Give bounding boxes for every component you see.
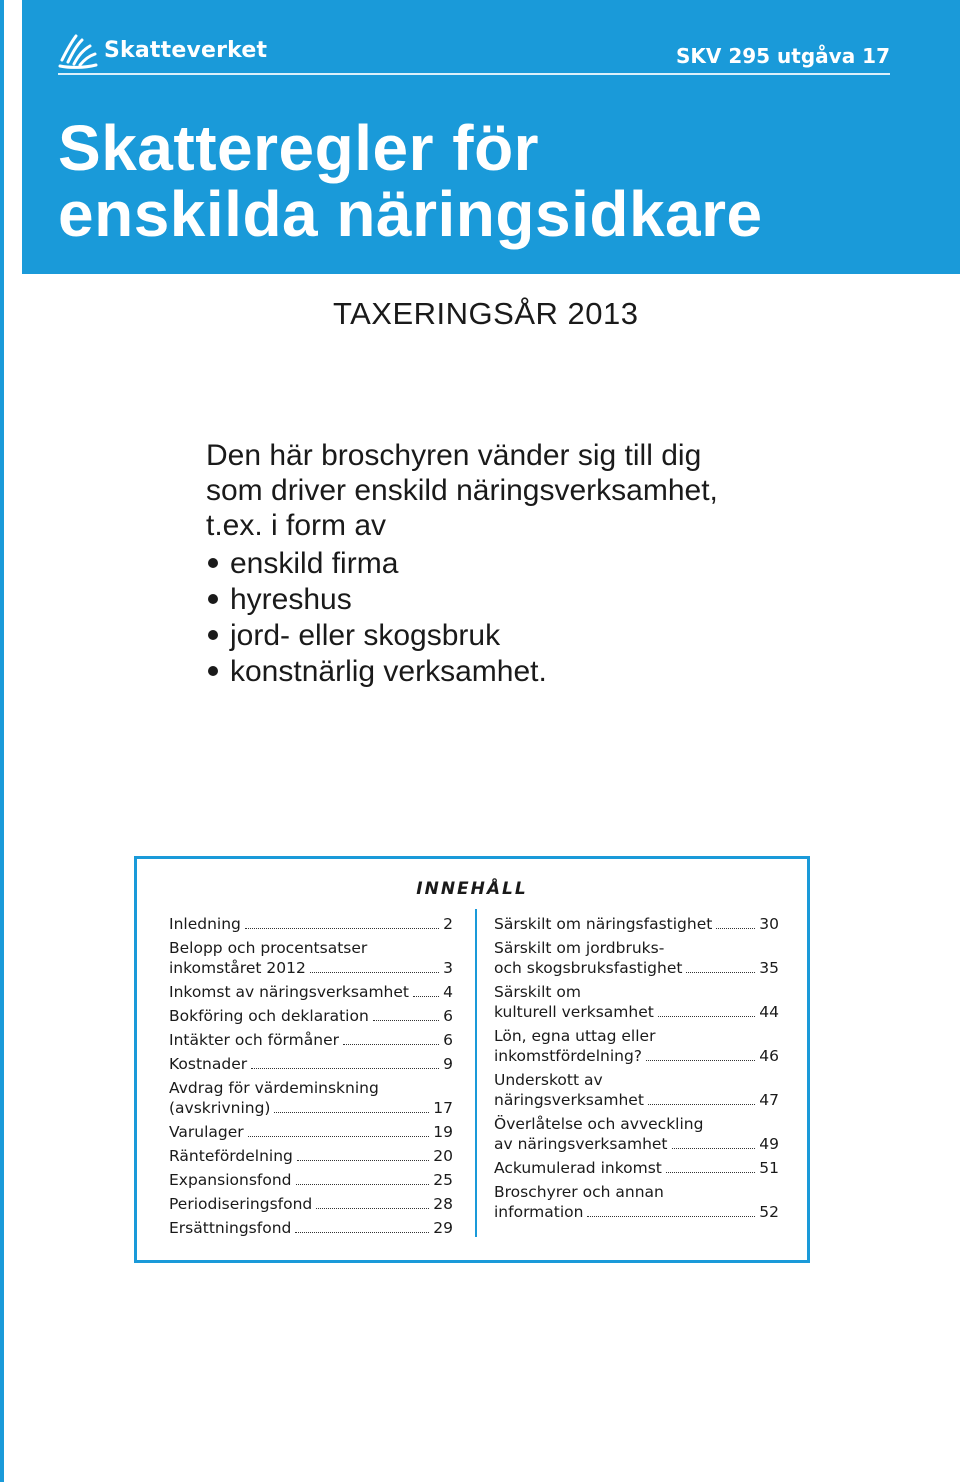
toc-entry-title: Expansionsfond bbox=[169, 1171, 292, 1189]
toc-leader-dots bbox=[716, 928, 755, 929]
toc-entry-line bbox=[494, 982, 779, 1002]
toc-entry-line bbox=[169, 1194, 453, 1214]
toc-entry bbox=[169, 1122, 453, 1142]
title-line-1: Skatteregler för bbox=[58, 112, 540, 184]
toc-entry-line bbox=[169, 1054, 453, 1074]
toc-entry bbox=[169, 938, 453, 978]
toc-entry bbox=[494, 982, 779, 1022]
toc-entry-line bbox=[169, 1146, 453, 1166]
toc-entry-line bbox=[169, 1218, 453, 1238]
toc-entry bbox=[494, 1114, 779, 1154]
toc-right-column bbox=[494, 914, 779, 1226]
toc-entry-title: Särskilt om näringsfastighet bbox=[494, 915, 713, 933]
toc-entry-title: Lön, egna uttag eller bbox=[494, 1027, 656, 1045]
toc-page-number: 44 bbox=[759, 1003, 779, 1021]
toc-entry bbox=[169, 914, 453, 934]
toc-leader-dots bbox=[296, 1184, 430, 1185]
toc-leader-dots bbox=[245, 928, 439, 929]
bullet-icon bbox=[208, 666, 218, 676]
bullet-icon bbox=[208, 630, 218, 640]
toc-entry-title: Inkomst av näringsverksamhet bbox=[169, 983, 409, 1001]
toc-entry-title: Överlåtelse och avveckling bbox=[494, 1115, 704, 1133]
toc-entry-line bbox=[169, 1006, 453, 1026]
toc-entry-title: Inledning bbox=[169, 915, 241, 933]
toc-entry bbox=[494, 1070, 779, 1110]
toc-page-number: 49 bbox=[759, 1135, 779, 1153]
toc-page-number: 6 bbox=[443, 1007, 453, 1025]
toc-entry-title: kulturell verksamhet bbox=[494, 1003, 654, 1021]
toc-entry-line bbox=[169, 1122, 453, 1142]
header-divider bbox=[58, 73, 890, 75]
toc-entry bbox=[169, 1030, 453, 1050]
toc-entry-title: inkomståret 2012 bbox=[169, 959, 306, 977]
toc-entry-line bbox=[494, 938, 779, 958]
list-item bbox=[206, 617, 886, 653]
toc-leader-dots bbox=[316, 1208, 429, 1209]
toc-entry-line bbox=[494, 914, 779, 934]
toc-leader-dots bbox=[251, 1068, 439, 1069]
toc-leader-dots bbox=[310, 972, 439, 973]
publication-number: SKV 295 utgåva 17 bbox=[676, 44, 890, 68]
toc-entry-line bbox=[169, 982, 453, 1002]
toc-entry bbox=[494, 914, 779, 934]
toc-entry-line bbox=[494, 1134, 779, 1154]
toc-leader-dots bbox=[297, 1160, 429, 1161]
crown-logo-icon bbox=[56, 30, 98, 70]
toc-entry bbox=[169, 1054, 453, 1074]
toc-entry-line bbox=[169, 914, 453, 934]
toc-entry bbox=[169, 1170, 453, 1190]
toc-entry-title: Räntefördelning bbox=[169, 1147, 293, 1165]
page-title bbox=[58, 112, 938, 250]
toc-entry-title: (avskrivning) bbox=[169, 1099, 271, 1117]
bullet-icon bbox=[208, 594, 218, 604]
header-banner bbox=[22, 0, 960, 274]
toc-entry-line bbox=[494, 1026, 779, 1046]
bullet-text: konstnärlig verksamhet. bbox=[230, 654, 547, 688]
toc-entry bbox=[494, 1182, 779, 1222]
toc-entry bbox=[169, 1194, 453, 1214]
toc-page-number: 46 bbox=[759, 1047, 779, 1065]
list-item bbox=[206, 581, 886, 617]
toc-entry-title: Kostnader bbox=[169, 1055, 248, 1073]
bullet-text: jord- eller skogsbruk bbox=[230, 618, 501, 652]
toc-entry-line bbox=[494, 1090, 779, 1110]
toc-leader-dots bbox=[666, 1172, 755, 1173]
toc-entry-line bbox=[169, 1078, 453, 1098]
toc-entry-line bbox=[494, 1070, 779, 1090]
toc-entry bbox=[169, 982, 453, 1002]
toc-leader-dots bbox=[295, 1232, 429, 1233]
toc-entry-line bbox=[169, 958, 453, 978]
toc-leader-dots bbox=[646, 1060, 755, 1061]
toc-entry-line bbox=[494, 1182, 779, 1202]
toc-entry-line bbox=[494, 1002, 779, 1022]
toc-page-number: 28 bbox=[433, 1195, 453, 1213]
toc-entry bbox=[494, 938, 779, 978]
toc-page-number: 3 bbox=[443, 959, 453, 977]
toc-leader-dots bbox=[658, 1016, 755, 1017]
toc-entry-line bbox=[494, 1158, 779, 1178]
toc-entry bbox=[494, 1158, 779, 1178]
toc-entry-title: Ersättningsfond bbox=[169, 1219, 292, 1237]
toc-entry-title: Broschyrer och annan bbox=[494, 1183, 664, 1201]
toc-page-number: 9 bbox=[443, 1055, 453, 1073]
toc-entry-title: Intäkter och förmåner bbox=[169, 1031, 339, 1049]
toc-leader-dots bbox=[248, 1136, 430, 1137]
toc-entry bbox=[169, 1078, 453, 1118]
toc-entry-title: Ackumulerad inkomst bbox=[494, 1159, 662, 1177]
toc-entry-title: Underskott av bbox=[494, 1071, 603, 1089]
toc-page-number: 30 bbox=[759, 915, 779, 933]
toc-page-number: 47 bbox=[759, 1091, 779, 1109]
toc-entry-title: inkomstfördelning? bbox=[494, 1047, 643, 1065]
toc-leader-dots bbox=[587, 1216, 755, 1217]
toc-entry-title: Särskilt om jordbruks- bbox=[494, 939, 665, 957]
intro-line: Den här broschyren vänder sig till dig bbox=[206, 439, 702, 472]
toc-page-number: 6 bbox=[443, 1031, 453, 1049]
toc-left-column bbox=[169, 914, 453, 1242]
list-item bbox=[206, 653, 886, 689]
intro-text bbox=[206, 438, 886, 689]
toc-page-number: 20 bbox=[433, 1147, 453, 1165]
toc-page-number: 4 bbox=[443, 983, 453, 1001]
toc-page-number: 19 bbox=[433, 1123, 453, 1141]
title-line-2: enskilda näringsidkare bbox=[58, 178, 763, 250]
logo bbox=[56, 28, 267, 72]
toc-entry-title: Varulager bbox=[169, 1123, 244, 1141]
toc-entry-title: näringsverksamhet bbox=[494, 1091, 644, 1109]
toc-page-number: 17 bbox=[433, 1099, 453, 1117]
toc-leader-dots bbox=[648, 1104, 755, 1105]
toc-column-divider bbox=[475, 909, 477, 1237]
toc-entry-title: Särskilt om bbox=[494, 983, 581, 1001]
toc-entry-title: Bokföring och deklaration bbox=[169, 1007, 369, 1025]
toc-entry-line bbox=[169, 1098, 453, 1118]
toc-page-number: 52 bbox=[759, 1203, 779, 1221]
toc-entry bbox=[169, 1146, 453, 1166]
toc-leader-dots bbox=[672, 1148, 756, 1149]
toc-entry-line bbox=[494, 958, 779, 978]
left-edge-rule bbox=[0, 0, 4, 1482]
toc-entry-title: Avdrag för värdeminskning bbox=[169, 1079, 379, 1097]
intro-bullet-list bbox=[206, 545, 886, 689]
toc-leader-dots bbox=[413, 996, 439, 997]
toc-entry-line bbox=[169, 1030, 453, 1050]
tax-year: TAXERINGSÅR 2013 bbox=[333, 296, 639, 331]
toc-entry-title: information bbox=[494, 1203, 584, 1221]
toc-page-number: 29 bbox=[433, 1219, 453, 1237]
toc-leader-dots bbox=[373, 1020, 439, 1021]
toc-leader-dots bbox=[274, 1112, 429, 1113]
intro-line: t.ex. i form av bbox=[206, 509, 387, 542]
toc-entry-line bbox=[494, 1202, 779, 1222]
toc-entry-line bbox=[169, 938, 453, 958]
intro-line: som driver enskild näringsverksamhet, bbox=[206, 474, 718, 507]
logo-text: Skatteverket bbox=[104, 37, 268, 63]
toc-entry-title: av näringsverksamhet bbox=[494, 1135, 668, 1153]
bullet-text: enskild firma bbox=[230, 546, 399, 580]
toc-leader-dots bbox=[686, 972, 755, 973]
toc-entry bbox=[494, 1026, 779, 1066]
toc-entry-title: Belopp och procentsatser bbox=[169, 939, 368, 957]
bullet-text: hyreshus bbox=[230, 582, 352, 616]
toc-entry bbox=[169, 1006, 453, 1026]
toc-page-number: 51 bbox=[759, 1159, 779, 1177]
bullet-icon bbox=[208, 558, 218, 568]
toc-entry-title: och skogsbruksfastighet bbox=[494, 959, 683, 977]
toc-entry-line bbox=[494, 1046, 779, 1066]
toc-page-number: 2 bbox=[443, 915, 453, 933]
toc-entry bbox=[169, 1218, 453, 1238]
table-of-contents bbox=[134, 856, 810, 1263]
toc-entry-line bbox=[494, 1114, 779, 1134]
toc-entry-title: Periodiseringsfond bbox=[169, 1195, 313, 1213]
toc-entry-line bbox=[169, 1170, 453, 1190]
toc-page-number: 25 bbox=[433, 1171, 453, 1189]
toc-leader-dots bbox=[343, 1044, 439, 1045]
list-item bbox=[206, 545, 886, 581]
toc-heading: INNEHÅLL bbox=[416, 879, 528, 899]
toc-page-number: 35 bbox=[759, 959, 779, 977]
